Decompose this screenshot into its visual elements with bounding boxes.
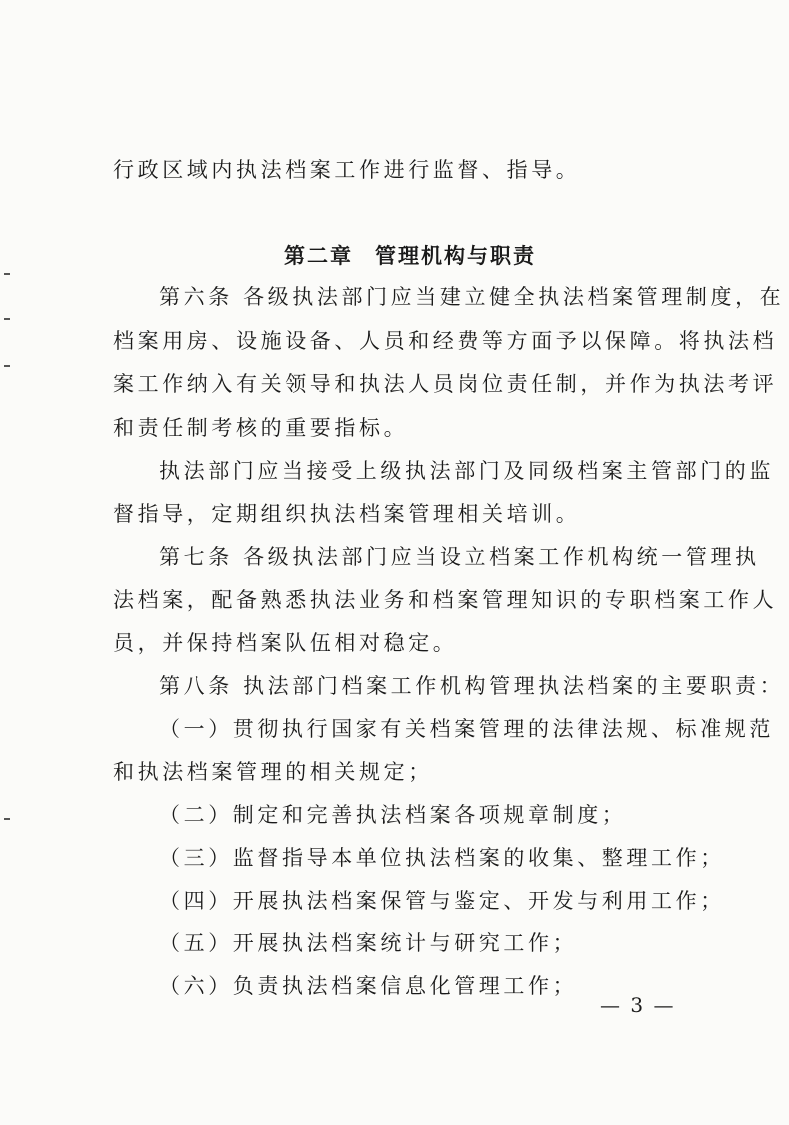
article-7-line-1: 第七条 各级执法部门应当设立档案工作机构统一管理执 (159, 545, 760, 569)
list-item-1-cont: 和执法档案管理的相关规定； (113, 760, 433, 784)
list-item-2: （二）制定和完善执法档案各项规章制度； (159, 803, 627, 827)
binding-mark (4, 273, 10, 275)
page-number: — 3 — (600, 993, 676, 1017)
article-6-line-2: 档案用房、设施设备、人员和经费等方面予以保障。将执法档 (113, 329, 778, 353)
article-6-line-1: 第六条 各级执法部门应当建立健全执法档案管理制度，在 (159, 285, 785, 309)
list-item-1: （一）贯彻执行国家有关档案管理的法律法规、标准规范 (159, 717, 774, 741)
binding-mark (4, 318, 10, 320)
paragraph-line: 督指导，定期组织执法档案管理相关培训。 (113, 502, 581, 526)
paragraph-line: 行政区域内执法档案工作进行监督、指导。 (113, 158, 581, 182)
article-6-line-4: 和责任制考核的重要指标。 (113, 416, 409, 440)
article-7-line-2: 法档案，配备熟悉执法业务和档案管理知识的专职档案工作人 (113, 588, 778, 612)
binding-mark (4, 818, 10, 820)
chapter-number: 第二章 (284, 244, 353, 268)
paragraph-line: 执法部门应当接受上级执法部门及同级档案主管部门的监 (159, 459, 774, 483)
list-item-5: （五）开展执法档案统计与研究工作； (159, 931, 578, 955)
list-item-3: （三）监督指导本单位执法档案的收集、整理工作； (159, 846, 725, 870)
list-item-4: （四）开展执法档案保管与鉴定、开发与利用工作； (159, 889, 725, 913)
article-7-line-3: 员，并保持档案队伍相对稳定。 (113, 631, 458, 655)
chapter-title: 管理机构与职责 (375, 244, 536, 268)
chapter-heading (284, 240, 536, 270)
article-8-line-1: 第八条 执法部门档案工作机构管理执法档案的主要职责： (159, 674, 785, 698)
list-item-6: （六）负责执法档案信息化管理工作； (159, 974, 578, 998)
binding-mark (4, 365, 10, 367)
article-6-line-3: 案工作纳入有关领导和执法人员岗位责任制，并作为执法考评 (113, 372, 778, 396)
